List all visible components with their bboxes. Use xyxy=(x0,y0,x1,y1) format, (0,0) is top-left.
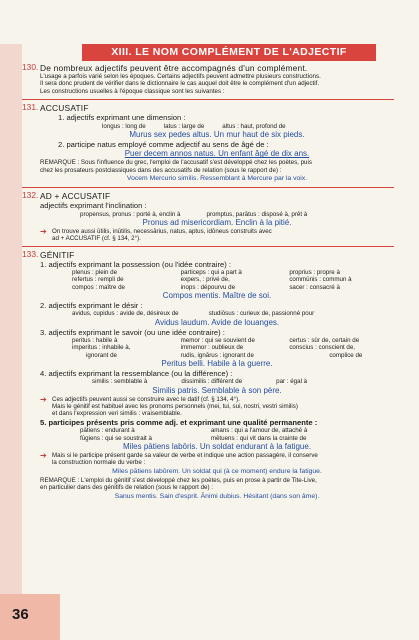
vocab-word: particeps : qui a part à xyxy=(180,269,242,277)
example-sentence: Puer decem annos natus. Un enfant âgé de dix ans. xyxy=(124,149,310,159)
vocab-word: altus : haut, profond de xyxy=(222,122,286,130)
vocab-word: avidus, cupidus : avide de, désireux de xyxy=(72,310,179,318)
remark-line: REMARQUE : L'emploi du génitif s'est développé chez les poètes, puis en prose à partir de Tite-Live, xyxy=(40,476,317,484)
section-132 xyxy=(22,187,394,243)
rule-item: 1. adjectifs exprimant la possession (ou l'idée contraire) : xyxy=(40,259,231,269)
example-sentence: Compos mentis. Maître de soi. xyxy=(162,290,272,300)
section-heading: AD + ACCUSATIF xyxy=(40,191,111,202)
rule-item: 2. adjectifs exprimant le désir : xyxy=(40,300,143,310)
vocab-word: plenus : plein de xyxy=(72,269,118,277)
section-131 xyxy=(22,99,394,184)
arrow-icon: ➔ xyxy=(40,394,47,404)
vocab-word: sacer : consacré à xyxy=(289,283,340,291)
section-133 xyxy=(22,246,394,502)
vocab-word: fūgiens : qui se soustrait à xyxy=(80,434,152,442)
vocab-word: mētuens : qui vit dans la crainte de xyxy=(210,434,307,442)
vocab-word: amans : qui a l'amour de, attaché à xyxy=(210,427,308,435)
note-line: On trouve aussi ūtilis, inūtilis, necessārius, natus, aptus, idōneus construits avec xyxy=(52,228,272,236)
vocab-word: certus : sûr de, certain de xyxy=(289,337,360,345)
note-line: Mais le génitif est habituel avec les pronoms personnels (mei, tui, sui, nostri, vestri similis) xyxy=(52,402,298,410)
example-sentence: Vocem Mercurio similis. Ressemblant à Mercure par la voix. xyxy=(126,175,308,183)
vocab-grid xyxy=(40,269,394,291)
vocab-word: latus : large de xyxy=(163,122,205,130)
rule-item: 5. participes présents pris comme adj. et exprimant une qualité permanente : xyxy=(40,417,318,427)
note-line: Mais si le participe présent garde sa valeur de verbe et indique une action passagère, il conserve xyxy=(52,451,318,459)
note-block xyxy=(40,228,394,243)
vocab-word: commūnis : commun à xyxy=(289,276,352,284)
margin-strip xyxy=(0,44,22,594)
section-heading: GÉNITIF xyxy=(40,249,75,260)
vocab-word: compos : maître de xyxy=(72,283,125,291)
footer-strip xyxy=(0,594,60,640)
vocab-word: imperitus : inhabile à, xyxy=(72,344,131,352)
section-number: 131. xyxy=(22,102,39,113)
vocab-word: longus : long de xyxy=(102,122,146,130)
example-sentence: Miles pātiens labōrem. Un soldat qui (à ce moment) endure la fatigue. xyxy=(112,467,322,475)
vocab-word: promptus, parātus : disposé à, prêt à xyxy=(206,210,308,218)
note-block xyxy=(40,452,394,467)
rule-item: 4. adjectifs exprimant la ressemblance (ou la différence) : xyxy=(40,368,233,378)
vocab-word: inops : dépourvu de xyxy=(180,283,236,291)
note-line: la construction normale du verbe : xyxy=(52,459,146,467)
rule-item: 1. adjectifs exprimant une dimension : xyxy=(58,113,186,123)
vocab-word: propensus, pronus : porté à, enclin à xyxy=(80,210,181,218)
rule-item: 3. adjectifs exprimant le savoir (ou une idée contraire) : xyxy=(40,327,225,337)
chapter-title: XIII. LE NOM COMPLÉMENT DE L'ADJECTIF xyxy=(82,44,376,61)
section-lead: De nombreux adjectifs peuvent être accompagnés d'un complément. xyxy=(40,63,308,73)
example-sentence: Similis patris. Semblable à son père. xyxy=(152,385,282,395)
note-block xyxy=(40,396,394,418)
vocab-word: peritus : habile à xyxy=(72,337,118,345)
word-list xyxy=(40,211,394,218)
word-list xyxy=(40,310,394,317)
remark-line: en particulier dans des génitifs de relation (sous le rapport de) : xyxy=(40,484,214,492)
vocab-word: immemor : oublieux de xyxy=(180,344,244,352)
paragraph-line: L'usage a parfois varié selon les époques. Certains adjectifs peuvent admettre plusieurs constructions. xyxy=(40,73,321,80)
arrow-icon: ➔ xyxy=(40,450,47,460)
section-number: 133. xyxy=(22,248,39,259)
rule-item: 2. participe natus employé comme adjectif au sens de âgé de : xyxy=(58,140,269,150)
vocab-word: ignorant de xyxy=(86,351,117,359)
vocab-word: complice de xyxy=(329,351,363,359)
arrow-icon: ➔ xyxy=(40,227,47,237)
paragraph-line: Il sera donc prudent de vérifier dans le dictionnaire le cas auquel doit être le complément d'un adjectif. xyxy=(40,80,320,88)
vocab-grid xyxy=(40,427,394,442)
vocab-word: refertus : rempli de xyxy=(72,276,124,284)
note-line: ad + ACCUSATIF (cf. § 134, 2°). xyxy=(52,235,141,243)
note-line: Ces adjectifs peuvent aussi se construire avec le datif (cf. § 134, 4°). xyxy=(52,395,240,403)
vocab-grid xyxy=(40,337,394,359)
example-sentence: Avidus laudum. Avide de louanges. xyxy=(154,317,280,327)
note-line: et dans l'expression veri similis : vraisemblable. xyxy=(52,410,182,418)
section-number: 130. xyxy=(22,62,39,72)
word-list xyxy=(40,378,394,385)
section-130 xyxy=(22,63,394,95)
remark-line: REMARQUE : Sous l'influence du grec, l'emploi de l'accusatif s'est développé chez les poètes, puis xyxy=(40,159,312,167)
example-sentence: Peritus belli. Habile à la guerre. xyxy=(161,358,273,368)
page-content xyxy=(22,63,394,502)
remark-line: chez les prosateurs postclassiques dans des accusatifs de relation (sous le rapport de) : xyxy=(40,166,282,174)
vocab-word: studiōsus : curieux de, passionné pour xyxy=(208,310,315,318)
vocab-word: expers, : privé de, xyxy=(180,276,230,284)
example-sentence: Pronus ad misericordiam. Enclin à la pitié. xyxy=(142,218,292,228)
word-list xyxy=(40,123,394,130)
vocab-word: rudis, ignārus : ignorant de xyxy=(180,351,254,359)
vocab-word: par : égal à xyxy=(276,378,308,386)
vocab-word: memor : qui se souvient de xyxy=(180,337,255,345)
rule-item: adjectifs exprimant l'inclination : xyxy=(40,201,147,211)
vocab-word: pātiens : endurant à xyxy=(80,427,135,435)
example-sentence: Sanus mentis. Sain d'esprit. Ănimi dubius. Hésitant (dans son âme). xyxy=(114,492,320,500)
vocab-word: conscius : conscient de, xyxy=(289,344,356,352)
paragraph-line: Les constructions usuelles à l'époque classique sont les suivantes : xyxy=(40,87,225,95)
section-number: 132. xyxy=(22,190,39,201)
example-sentence: Miles pātiens labōris. Un soldat endurant à la fatigue. xyxy=(122,441,312,451)
page-number: 36 xyxy=(12,606,29,623)
vocab-word: similis : semblable à xyxy=(92,378,148,386)
vocab-word: dissimilis : différent de xyxy=(181,378,243,386)
vocab-word: proprius : propre à xyxy=(289,269,340,277)
section-heading: ACCUSATIF xyxy=(40,103,89,114)
example-sentence: Murus sex pedes altus. Un mur haut de six pieds. xyxy=(129,130,305,140)
